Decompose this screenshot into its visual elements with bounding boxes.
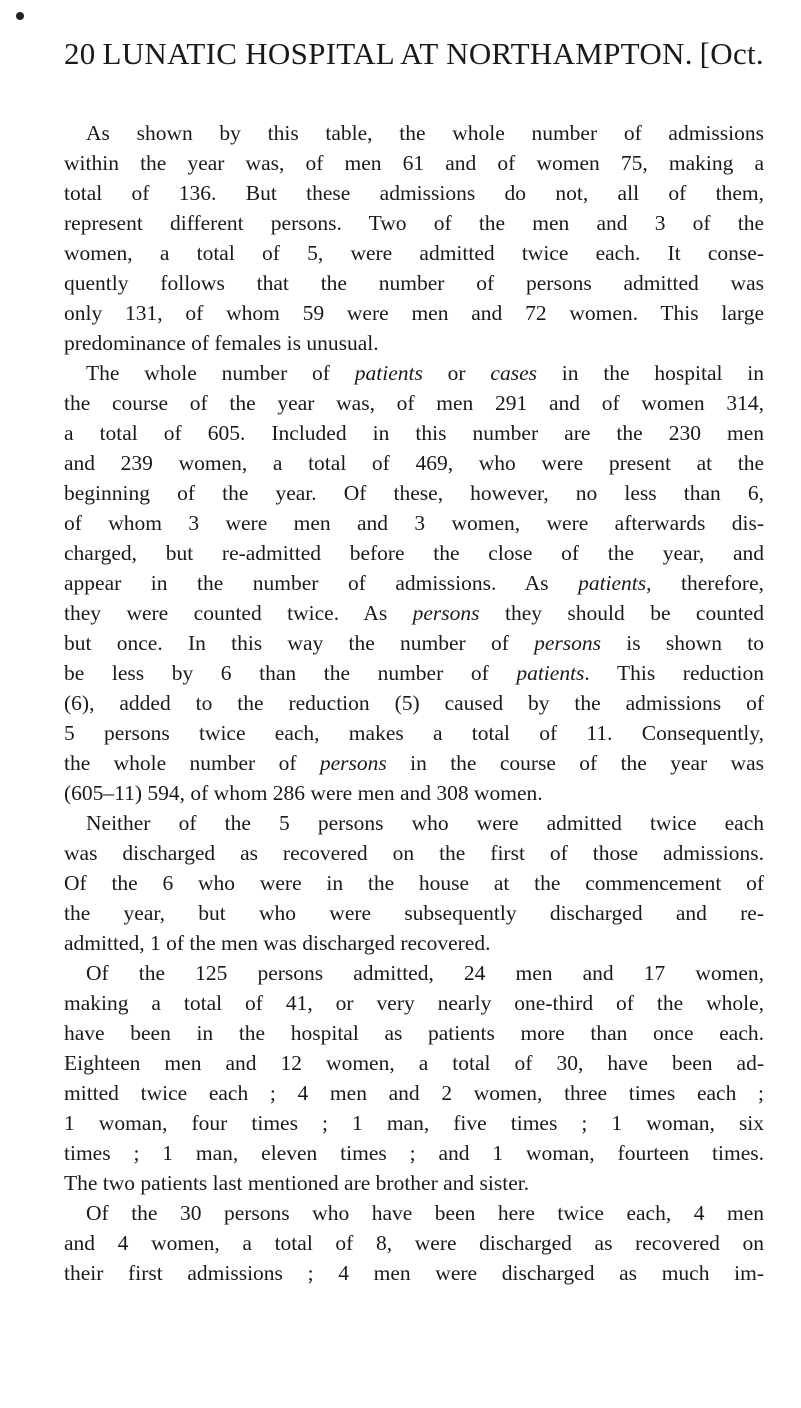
text-run: represent different persons. Two of the men and 3 of the: [64, 211, 764, 235]
text-run: 1 woman, four times ; 1 man, five times ; 1 woman, six: [64, 1111, 764, 1135]
text-line: [64, 508, 764, 538]
text-line: [64, 1048, 764, 1078]
text-run: the year, but who were subsequently discharged and re-: [64, 901, 764, 925]
text-run: and 4 women, a total of 8, were discharged as recovered on: [64, 1231, 764, 1255]
text-run: total of 136. But these admissions do not, all of them,: [64, 181, 764, 205]
text-line: [64, 208, 764, 238]
text-line: [64, 1168, 764, 1198]
text-run: Of the 6 who were in the house at the commencement of: [64, 871, 764, 895]
text-run: making a total of 41, or very nearly one-third of the whole,: [64, 991, 764, 1015]
italic-term: patients: [354, 361, 423, 385]
text-line: [64, 1108, 764, 1138]
text-line: [64, 838, 764, 868]
text-run: charged, but re-admitted before the close of the year, and: [64, 541, 764, 565]
text-line: [64, 718, 764, 748]
text-line: [64, 148, 764, 178]
body-text: [64, 118, 764, 1288]
italic-term: patients: [578, 571, 647, 595]
bullet-mark: [16, 12, 24, 20]
text-run: appear in the number of admissions. As: [64, 571, 579, 595]
running-header: [64, 36, 764, 72]
text-line: [64, 748, 764, 778]
text-line: [64, 1228, 764, 1258]
text-line: [64, 388, 764, 418]
text-run: be less by 6 than the number of: [64, 661, 517, 685]
text-line: [64, 688, 764, 718]
text-run: in the hospital in: [536, 361, 764, 385]
text-line: [64, 178, 764, 208]
text-run: and 239 women, a total of 469, who were present at the: [64, 451, 764, 475]
text-run: . This reduction: [584, 661, 764, 685]
text-line: [64, 658, 764, 688]
text-line: [64, 598, 764, 628]
text-run: but once. In this way the number of: [64, 631, 535, 655]
text-run: Of the 30 persons who have been here twice each, 4 men: [86, 1201, 764, 1225]
text-run: only 131, of whom 59 were men and 72 women. This large: [64, 301, 764, 325]
text-run: the whole number of: [64, 751, 320, 775]
text-run: 5 persons twice each, makes a total of 11. Consequently,: [64, 721, 764, 745]
text-line: [64, 898, 764, 928]
text-run: predominance of females is unusual.: [64, 331, 379, 355]
text-run: admitted, 1 of the men was discharged recovered.: [64, 931, 491, 955]
italic-term: persons: [412, 601, 480, 625]
text-line: [64, 988, 764, 1018]
text-run: , therefore,: [646, 571, 764, 595]
text-run: The whole number of: [86, 361, 355, 385]
italic-term: persons: [534, 631, 602, 655]
text-line: [64, 568, 764, 598]
italic-term: patients: [516, 661, 585, 685]
text-line: [64, 448, 764, 478]
text-run: the course of the year was, of men 291 and of women 314,: [64, 391, 764, 415]
text-run: Of the 125 persons admitted, 24 men and 17 women,: [86, 961, 764, 985]
text-run: have been in the hospital as patients more than once each.: [64, 1021, 764, 1045]
text-run: they were counted twice. As: [64, 601, 413, 625]
text-run: in the course of the year was: [386, 751, 764, 775]
text-line: [64, 268, 764, 298]
header-title: LUNATIC HOSPITAL AT NORTHAMPTON.: [102, 36, 693, 71]
text-run: is shown to: [601, 631, 765, 655]
text-line: [64, 1198, 764, 1228]
text-line: [64, 1258, 764, 1288]
page-number: 20: [64, 36, 96, 71]
text-run: beginning of the year. Of these, however, no less than 6,: [64, 481, 764, 505]
text-run: women, a total of 5, were admitted twice each. It conse-: [64, 241, 764, 265]
text-run: Neither of the 5 persons who were admitted twice each: [86, 811, 764, 835]
text-run: mitted twice each ; 4 men and 2 women, three times each ;: [64, 1081, 764, 1105]
text-line: [64, 778, 764, 808]
text-line: [64, 538, 764, 568]
text-run: quently follows that the number of persons admitted was: [64, 271, 764, 295]
text-run: (6), added to the reduction (5) caused by the admissions of: [64, 691, 764, 715]
text-run: was discharged as recovered on the first of those admissions.: [64, 841, 764, 865]
text-line: [64, 118, 764, 148]
text-run: within the year was, of men 61 and of women 75, making a: [64, 151, 764, 175]
text-run: (605–11) 594, of whom 286 were men and 308 women.: [64, 781, 543, 805]
text-line: [64, 298, 764, 328]
italic-term: cases: [490, 361, 537, 385]
text-run: they should be counted: [479, 601, 764, 625]
text-run: a total of 605. Included in this number are the 230 men: [64, 421, 764, 445]
text-line: [64, 328, 764, 358]
text-line: [64, 358, 764, 388]
text-line: [64, 628, 764, 658]
header-date: [Oct.: [699, 36, 764, 71]
text-run: of whom 3 were men and 3 women, were afterwards dis-: [64, 511, 764, 535]
text-line: [64, 418, 764, 448]
text-line: [64, 928, 764, 958]
text-run: or: [422, 361, 491, 385]
text-line: [64, 868, 764, 898]
text-line: [64, 808, 764, 838]
text-line: [64, 958, 764, 988]
text-line: [64, 1138, 764, 1168]
text-run: As shown by this table, the whole number of admissions: [86, 121, 764, 145]
text-line: [64, 1018, 764, 1048]
text-line: [64, 478, 764, 508]
italic-term: persons: [319, 751, 387, 775]
text-run: The two patients last mentioned are brother and sister.: [64, 1171, 530, 1195]
text-run: Eighteen men and 12 women, a total of 30, have been ad-: [64, 1051, 764, 1075]
text-line: [64, 238, 764, 268]
text-run: times ; 1 man, eleven times ; and 1 woman, fourteen times.: [64, 1141, 764, 1165]
text-line: [64, 1078, 764, 1108]
text-run: their first admissions ; 4 men were discharged as much im-: [64, 1261, 764, 1285]
